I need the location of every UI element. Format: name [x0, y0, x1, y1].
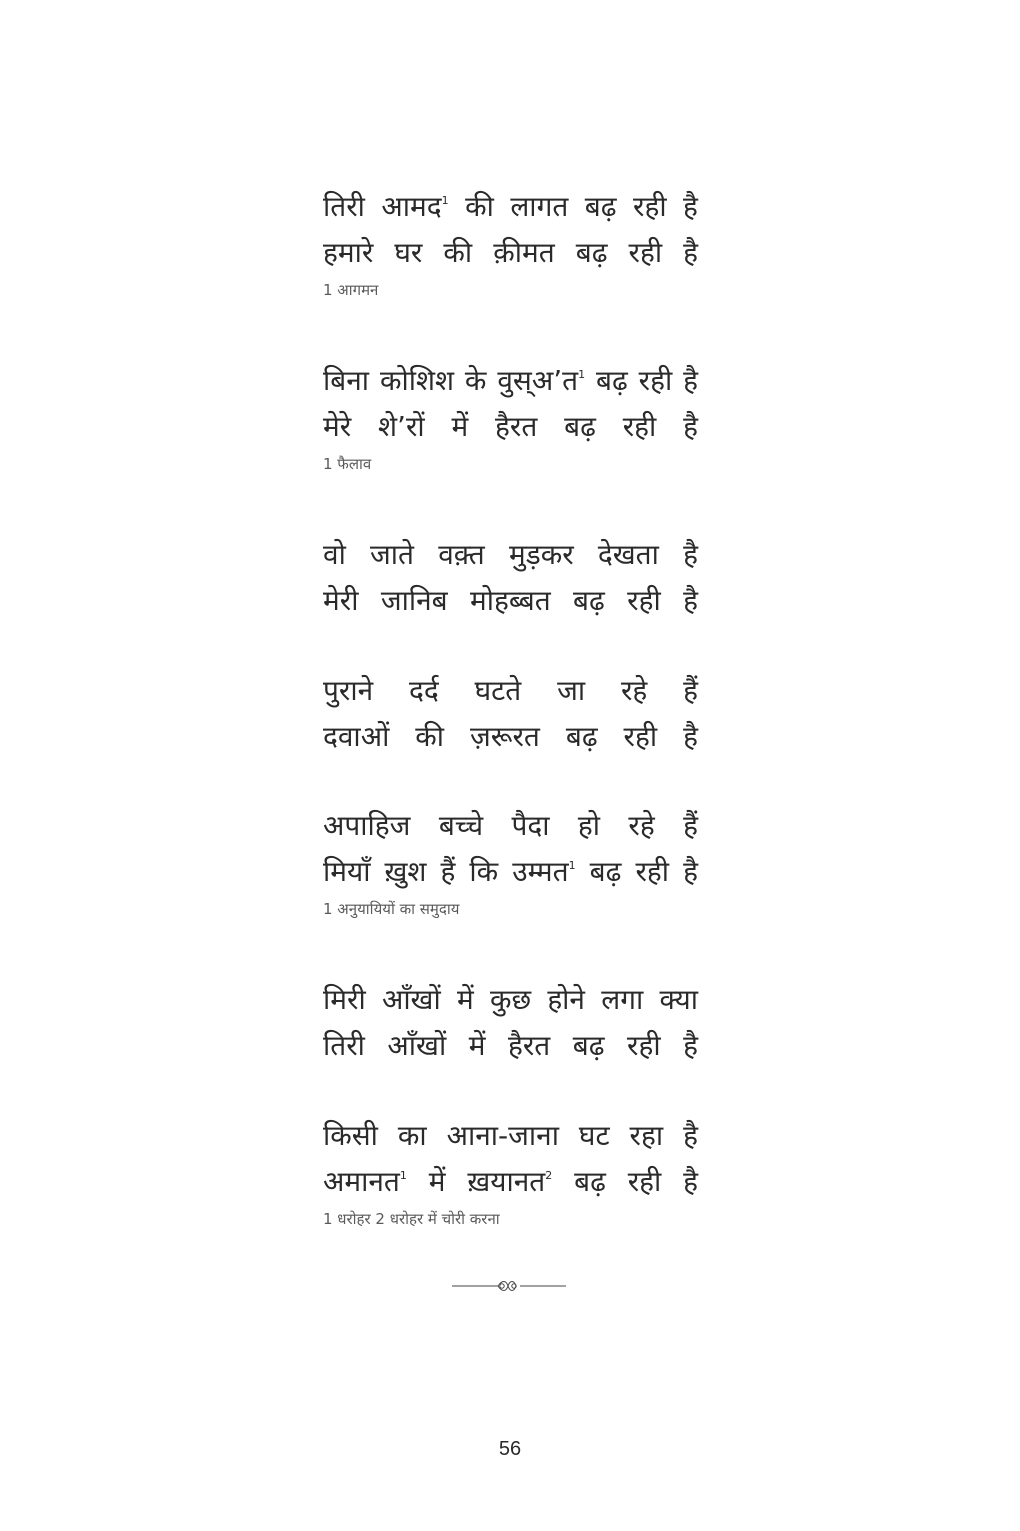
couplet-3: [323, 532, 698, 624]
verse-word: आमद$^1$: [381, 190, 449, 223]
verse-word: बढ़: [589, 855, 622, 888]
verse-word: हैरत: [507, 1029, 551, 1062]
verse-word: मोहब्बत: [469, 584, 551, 617]
verse-line-1: [323, 977, 698, 1023]
verse-word: दवाओं: [323, 720, 390, 753]
verse-word: बढ़: [574, 1165, 606, 1198]
verse-word: रही: [627, 1029, 661, 1062]
couplet-5: [323, 803, 698, 919]
verse-word: है: [683, 190, 698, 223]
verse-word: मिरी: [323, 983, 366, 1016]
verse-line-1: [323, 668, 698, 714]
verse-line-1: [323, 1113, 698, 1159]
verse-word: उम्मत$^1$: [512, 855, 576, 888]
verse-word: घट: [578, 1119, 610, 1152]
verse-word: ख़ुश: [384, 855, 427, 888]
verse-line-2: [323, 1023, 698, 1069]
verse-word: मेरे: [323, 410, 352, 443]
verse-word: क़ीमत: [493, 236, 555, 269]
verse-word: कुछ: [489, 983, 532, 1016]
verse-word: रही: [627, 584, 661, 617]
verse-word: की: [415, 720, 445, 753]
verse-line-1: [323, 184, 698, 230]
verse-word: बढ़: [565, 720, 598, 753]
footnote-marker: 1: [441, 193, 449, 207]
footnote-marker: 2: [545, 1168, 553, 1182]
verse-word: देखता: [597, 538, 659, 571]
verse-word: में: [428, 1165, 446, 1198]
verse-word: आँखों: [381, 983, 441, 1016]
verse-word: हैं: [440, 855, 456, 888]
verse-word: है: [683, 410, 698, 443]
verse-line-2: [323, 404, 698, 450]
verse-word: ख़यानत$^2$: [467, 1165, 553, 1198]
verse-word: है: [683, 364, 698, 397]
verse-word: है: [683, 584, 698, 617]
verse-word: शे’रों: [378, 410, 425, 443]
verse-word: है: [683, 1029, 698, 1062]
verse-line-1: [323, 358, 698, 404]
verse-word: है: [683, 720, 698, 753]
verse-word: कोशिश: [379, 364, 455, 397]
verse-line-2: [323, 230, 698, 276]
verse-word: क्या: [659, 983, 698, 1016]
verse-word: में: [456, 983, 474, 1016]
verse-word: की: [443, 236, 473, 269]
verse-word: कि: [469, 855, 499, 888]
verse-word: किसी: [323, 1119, 378, 1152]
verse-word: बिना: [323, 364, 370, 397]
verse-word: होने: [547, 983, 585, 1016]
couplet-4: [323, 668, 698, 760]
verse-word: जाते: [370, 538, 415, 571]
verse-line-2: [323, 849, 698, 895]
footnote-marker: 1: [568, 858, 576, 872]
verse-word: है: [683, 855, 698, 888]
footnote: 1 आगमन: [323, 281, 379, 299]
verse-word: घटते: [474, 674, 522, 707]
footnote: 1 अनुयायियों का समुदाय: [323, 900, 460, 918]
page-number: 56: [498, 1438, 522, 1460]
verse-word: बढ़: [584, 190, 617, 223]
verse-line-2: [323, 578, 698, 624]
verse-word: मियाँ: [323, 855, 371, 888]
verse-word: रही: [633, 190, 667, 223]
verse-word: हो: [577, 809, 601, 842]
verse-word: पुराने: [323, 674, 374, 707]
verse-line-1: [323, 532, 698, 578]
footnote-marker: 1: [578, 367, 586, 381]
verse-word: हैं: [683, 809, 698, 842]
verse-line-2: [323, 1159, 698, 1205]
verse-word: अपाहिज: [323, 809, 411, 842]
couplet-7: [323, 1113, 698, 1229]
verse-word: का: [397, 1119, 427, 1152]
verse-word: बढ़: [575, 236, 608, 269]
verse-word: मुड़कर: [508, 538, 574, 571]
verse-word: की: [465, 190, 494, 223]
footnote-marker: 1: [399, 1168, 407, 1182]
verse-word: में: [451, 410, 469, 443]
verse-word: बढ़: [595, 364, 628, 397]
verse-word: आँखों: [387, 1029, 447, 1062]
verse-word: के: [464, 364, 487, 397]
verse-word: वुस्अ’त$^1$: [497, 364, 586, 397]
verse-word: रही: [635, 855, 670, 888]
verse-word: वक़्त: [438, 538, 485, 571]
verse-word: रहा: [629, 1119, 664, 1152]
couplet-1: [323, 184, 698, 300]
verse-word: रही: [627, 1165, 662, 1198]
verse-word: रही: [628, 236, 663, 269]
verse-word: हैरत: [495, 410, 538, 443]
verse-word: बढ़: [573, 584, 605, 617]
divider-flourish-icon: [450, 1276, 570, 1296]
verse-word: घर: [394, 236, 423, 269]
couplet-2: [323, 358, 698, 474]
verse-word: में: [468, 1029, 486, 1062]
verse-word: है: [683, 1165, 698, 1198]
verse-word: बढ़: [572, 1029, 605, 1062]
verse-word: अमानत$^1$: [323, 1165, 407, 1198]
verse-word: मेरी: [323, 584, 359, 617]
couplet-6: [323, 977, 698, 1069]
verse-word: तिरी: [323, 190, 365, 223]
verse-word: जानिब: [380, 584, 448, 617]
verse-word: लगा: [601, 983, 644, 1016]
verse-word: वो: [323, 538, 346, 571]
verse-word: रही: [638, 364, 673, 397]
verse-word: रहे: [628, 809, 655, 842]
verse-word: बच्चे: [438, 809, 484, 842]
verse-word: पैदा: [511, 809, 550, 842]
verse-word: रहे: [620, 674, 648, 707]
verse-word: दर्द: [409, 674, 439, 707]
verse-word: रही: [623, 720, 658, 753]
verse-word: आना-जाना: [446, 1119, 559, 1152]
verse-word: तिरी: [323, 1029, 365, 1062]
verse-word: रही: [622, 410, 657, 443]
footnote: 1 फैलाव: [323, 455, 372, 473]
verse-word: जा: [557, 674, 586, 707]
verse-word: हैं: [683, 674, 698, 707]
verse-line-1: [323, 803, 698, 849]
verse-word: है: [683, 538, 698, 571]
verse-word: है: [683, 236, 698, 269]
verse-word: हमारे: [323, 236, 374, 269]
verse-word: है: [683, 1119, 698, 1152]
verse-word: ज़रूरत: [469, 720, 540, 753]
verse-word: लागत: [510, 190, 569, 223]
verse-word: बढ़: [564, 410, 596, 443]
footnote: 1 धरोहर 2 धरोहर में चोरी करना: [323, 1210, 500, 1228]
verse-line-2: [323, 714, 698, 760]
